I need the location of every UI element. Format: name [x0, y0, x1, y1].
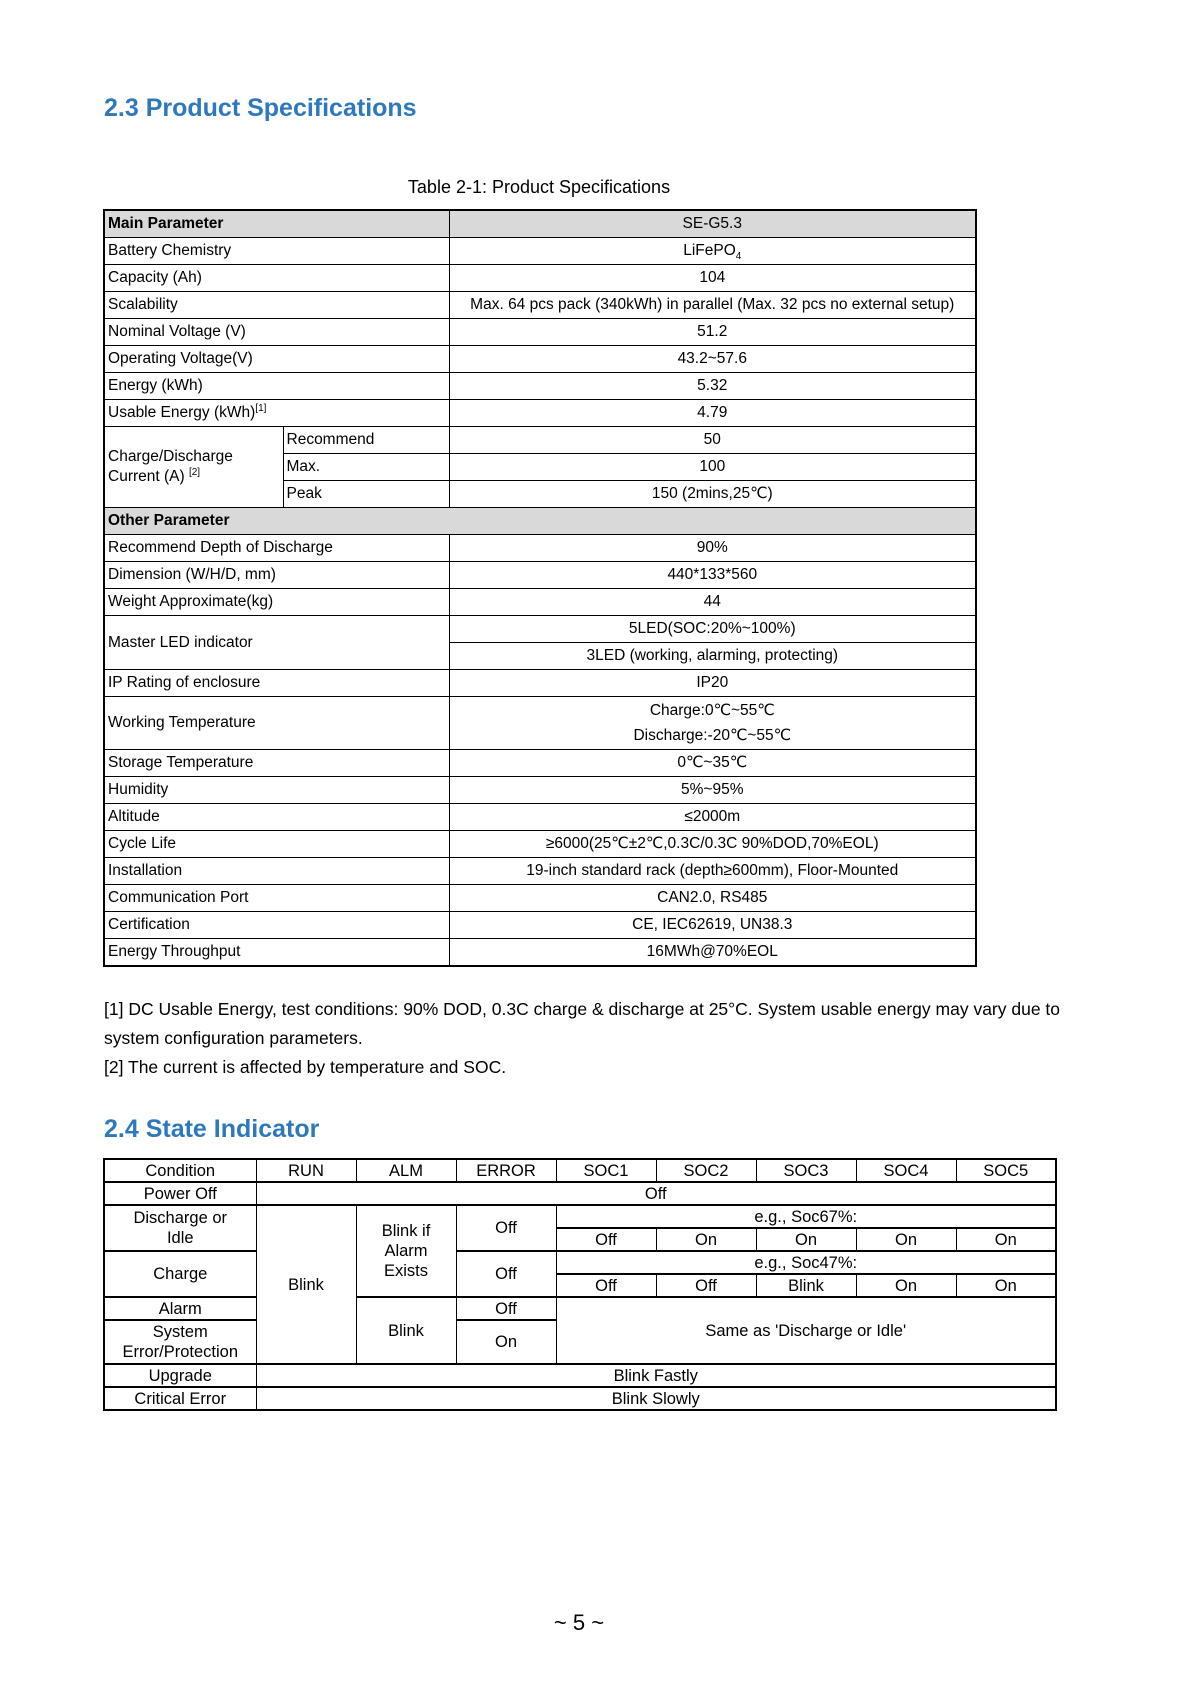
sub-param-label: Recommend	[283, 427, 449, 454]
power-off-value: Off	[256, 1182, 1056, 1205]
spec-header-value: SE-G5.3	[449, 210, 976, 238]
param-label: Working Temperature	[104, 697, 449, 750]
param-value: 16MWh@70%EOL	[449, 939, 976, 967]
param-value: 5.32	[449, 373, 976, 400]
soc-example-67: e.g., Soc67%:	[556, 1205, 1056, 1228]
spec-row-scalability	[104, 292, 976, 319]
param-label: Humidity	[104, 777, 449, 804]
state-row-upgrade	[104, 1364, 1056, 1387]
param-label: Battery Chemistry	[104, 238, 449, 265]
footnotes-block	[104, 995, 1116, 1082]
soc3-value: On	[756, 1228, 856, 1251]
soc4-value: On	[856, 1274, 956, 1297]
param-label: Scalability	[104, 292, 449, 319]
param-value-text: LiFePO	[683, 242, 736, 259]
state-indicator-table	[103, 1158, 1057, 1411]
state-header-soc5: SOC5	[956, 1159, 1056, 1182]
param-value: 3LED (working, alarming, protecting)	[449, 643, 976, 670]
spec-row-installation	[104, 858, 976, 885]
state-row-power-off	[104, 1182, 1056, 1205]
param-label: Altitude	[104, 804, 449, 831]
param-label: Dimension (W/H/D, mm)	[104, 562, 449, 589]
state-header-soc1: SOC1	[556, 1159, 656, 1182]
condition-critical-error: Critical Error	[104, 1387, 256, 1410]
condition-upgrade: Upgrade	[104, 1364, 256, 1387]
spec-row-cycle-life	[104, 831, 976, 858]
state-header-run: RUN	[256, 1159, 356, 1182]
section-2-4-heading: 2.4 State Indicator	[104, 1115, 320, 1143]
spec-row-capacity	[104, 265, 976, 292]
soc2-value: On	[656, 1228, 756, 1251]
param-value: 44	[449, 589, 976, 616]
spec-row-weight	[104, 589, 976, 616]
page-number: ~ 5 ~	[553, 1610, 605, 1635]
param-value: 104	[449, 265, 976, 292]
param-value: 5LED(SOC:20%~100%)	[449, 616, 976, 643]
footnote-ref-1: [1]	[255, 402, 267, 414]
spec-row-master-led-1	[104, 616, 976, 643]
param-value: 50	[449, 427, 976, 454]
spec-row-usable-energy	[104, 400, 976, 427]
param-label: Installation	[104, 858, 449, 885]
state-row-charge-example	[104, 1251, 1056, 1274]
critical-error-value: Blink Slowly	[256, 1387, 1056, 1410]
condition-system-error: System Error/Protection	[104, 1320, 256, 1364]
spec-section-header-row	[104, 508, 976, 535]
param-label: Master LED indicator	[104, 616, 449, 670]
spec-row-energy-throughput	[104, 939, 976, 967]
param-label-text: Usable Energy (kWh)	[108, 404, 256, 421]
param-label: Communication Port	[104, 885, 449, 912]
error-value-charge: Off	[456, 1251, 556, 1297]
alm-value-blink-if-alarm: Blink if Alarm Exists	[356, 1205, 456, 1297]
param-value: 440*133*560	[449, 562, 976, 589]
soc5-value: On	[956, 1228, 1056, 1251]
param-value: 150 (2mins,25℃)	[449, 481, 976, 508]
spec-header-label: Main Parameter	[104, 210, 449, 238]
error-value-discharge-idle: Off	[456, 1205, 556, 1251]
spec-row-certification	[104, 912, 976, 939]
condition-charge: Charge	[104, 1251, 256, 1297]
soc-same-as-discharge: Same as 'Discharge or Idle'	[556, 1297, 1056, 1364]
section-2-3-heading: 2.3 Product Specifications	[104, 94, 417, 122]
param-value: 90%	[449, 535, 976, 562]
run-value: Blink	[256, 1205, 356, 1364]
spec-row-ip-rating	[104, 670, 976, 697]
footnote-ref-2: [2]	[188, 466, 201, 478]
spec-row-dod	[104, 535, 976, 562]
param-value: 43.2~57.6	[449, 346, 976, 373]
state-header-soc3: SOC3	[756, 1159, 856, 1182]
state-header-condition: Condition	[104, 1159, 256, 1182]
spec-table-caption: Table 2-1: Product Specifications	[407, 177, 671, 197]
sub-param-label: Peak	[283, 481, 449, 508]
soc4-value: On	[856, 1228, 956, 1251]
param-label	[104, 400, 449, 427]
param-label: Operating Voltage(V)	[104, 346, 449, 373]
upgrade-value: Blink Fastly	[256, 1364, 1056, 1387]
param-label: Cycle Life	[104, 831, 449, 858]
spec-row-dimension	[104, 562, 976, 589]
param-value: 51.2	[449, 319, 976, 346]
param-value: 0℃~35℃	[449, 750, 976, 777]
state-row-discharge-idle-example	[104, 1205, 1056, 1228]
working-temp-charge-line: Charge:0℃~55℃	[649, 702, 775, 719]
condition-discharge-idle: Discharge or Idle	[104, 1205, 256, 1251]
spec-row-charge-discharge-recommend	[104, 427, 976, 454]
param-label: Energy Throughput	[104, 939, 449, 967]
state-row-alarm	[104, 1297, 1056, 1320]
param-value: Max. 64 pcs pack (340kWh) in parallel (Max. 32 pcs no external setup)	[449, 292, 976, 319]
working-temp-discharge-line: Discharge:-20℃~55℃	[633, 727, 792, 744]
error-value-system-error: On	[456, 1320, 556, 1364]
spec-header-row	[104, 210, 976, 238]
param-value	[449, 238, 976, 265]
error-value-alarm: Off	[456, 1297, 556, 1320]
state-row-critical-error	[104, 1387, 1056, 1410]
footnote-1: [1] DC Usable Energy, test conditions: 90% DOD, 0.3C charge & discharge at 25°C. System usable energy may vary due to system configuration parameters.	[104, 999, 1061, 1048]
soc5-value: On	[956, 1274, 1056, 1297]
spec-row-storage-temperature	[104, 750, 976, 777]
param-value: CAN2.0, RS485	[449, 885, 976, 912]
param-value: ≥6000(25℃±2℃,0.3C/0.3C 90%DOD,70%EOL)	[449, 831, 976, 858]
spec-row-nominal-voltage	[104, 319, 976, 346]
param-value: 4.79	[449, 400, 976, 427]
product-spec-table	[103, 209, 977, 967]
footnote-2: [2] The current is affected by temperature and SOC.	[104, 1057, 507, 1077]
param-label-charge-discharge	[104, 427, 283, 508]
state-header-error: ERROR	[456, 1159, 556, 1182]
alm-value-blink: Blink	[356, 1297, 456, 1364]
spec-row-humidity	[104, 777, 976, 804]
param-label: IP Rating of enclosure	[104, 670, 449, 697]
param-value: 5%~95%	[449, 777, 976, 804]
other-parameter-header: Other Parameter	[104, 508, 976, 535]
soc3-value: Blink	[756, 1274, 856, 1297]
spec-row-energy	[104, 373, 976, 400]
spec-row-working-temperature	[104, 697, 976, 750]
soc2-value: Off	[656, 1274, 756, 1297]
param-value	[449, 697, 976, 750]
spec-row-operating-voltage	[104, 346, 976, 373]
param-label: Weight Approximate(kg)	[104, 589, 449, 616]
soc1-value: Off	[556, 1228, 656, 1251]
sub-param-label: Max.	[283, 454, 449, 481]
param-label: Recommend Depth of Discharge	[104, 535, 449, 562]
state-header-alm: ALM	[356, 1159, 456, 1182]
state-header-row	[104, 1159, 1056, 1182]
param-value: CE, IEC62619, UN38.3	[449, 912, 976, 939]
param-label: Energy (kWh)	[104, 373, 449, 400]
param-value: IP20	[449, 670, 976, 697]
spec-row-altitude	[104, 804, 976, 831]
param-value: 100	[449, 454, 976, 481]
param-label: Storage Temperature	[104, 750, 449, 777]
param-label: Certification	[104, 912, 449, 939]
param-label-text: Charge/Discharge Current (A)	[108, 448, 233, 485]
state-header-soc2: SOC2	[656, 1159, 756, 1182]
soc-example-47: e.g., Soc47%:	[556, 1251, 1056, 1274]
param-value-subscript: 4	[735, 251, 742, 263]
param-value: ≤2000m	[449, 804, 976, 831]
param-label: Nominal Voltage (V)	[104, 319, 449, 346]
condition-alarm: Alarm	[104, 1297, 256, 1320]
soc1-value: Off	[556, 1274, 656, 1297]
param-value: 19-inch standard rack (depth≥600mm), Floor-Mounted	[449, 858, 976, 885]
condition-power-off: Power Off	[104, 1182, 256, 1205]
spec-row-communication-port	[104, 885, 976, 912]
param-label: Capacity (Ah)	[104, 265, 449, 292]
state-header-soc4: SOC4	[856, 1159, 956, 1182]
spec-row-battery-chemistry	[104, 238, 976, 265]
